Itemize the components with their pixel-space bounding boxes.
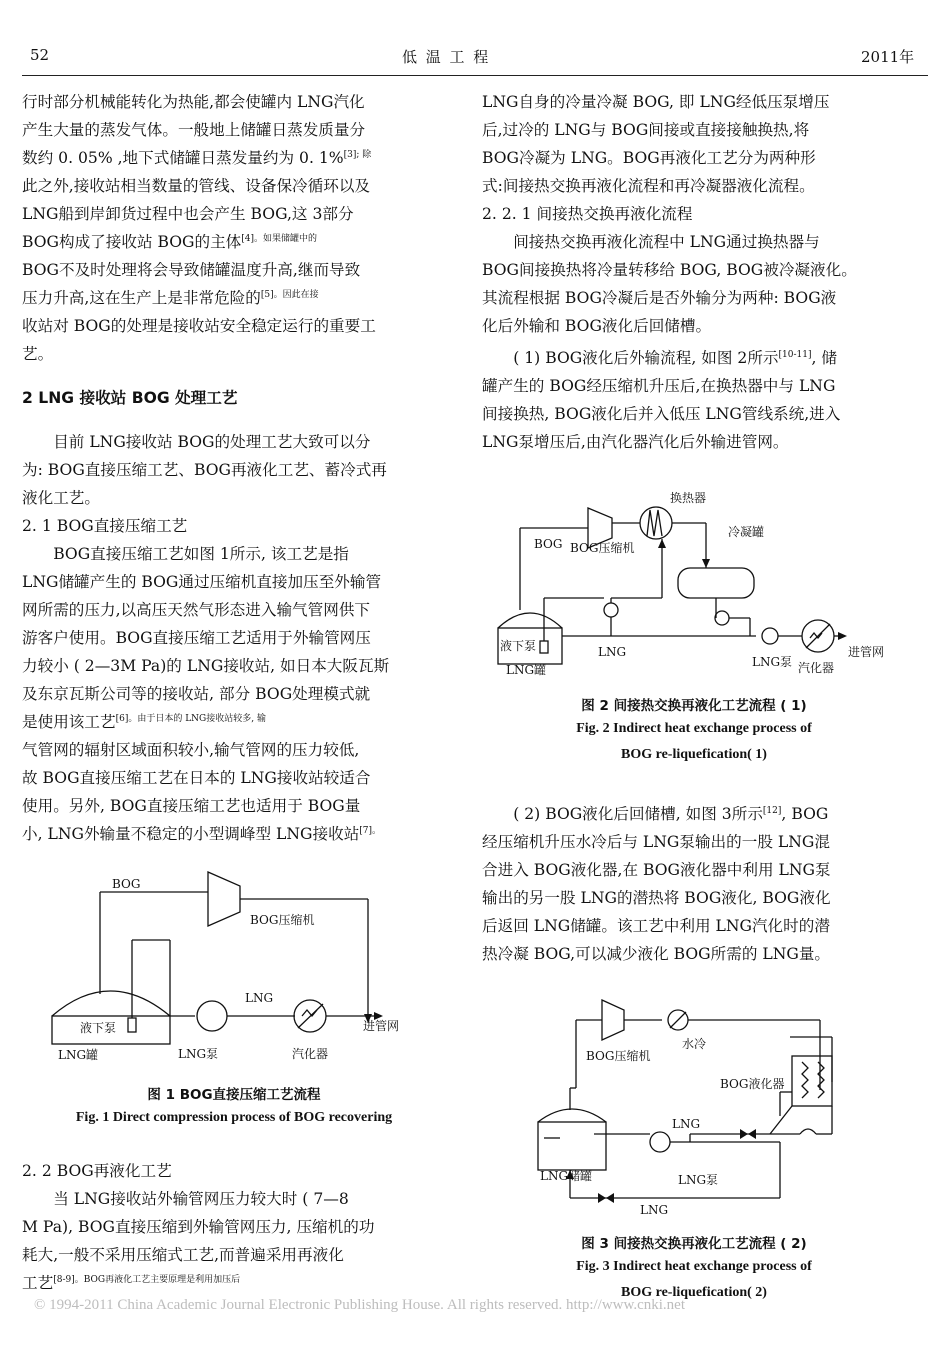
fig2-tank-label: LNG罐 — [506, 663, 547, 677]
compressor-icon — [208, 872, 240, 926]
fig2-pump-in-tank-label: 液下泵 — [500, 639, 537, 653]
figure-1-diagram — [40, 866, 430, 1070]
citation: [3]; 除 — [343, 149, 372, 160]
fig2-vaporizer-label: 汽化器 — [798, 661, 835, 675]
fig1-pump-label: LNG泵 — [178, 1047, 219, 1061]
fig1-lng-label: LNG — [245, 991, 274, 1005]
fig2-bog-label: BOG — [534, 537, 563, 551]
fig3-liquefier-label: BOG液化器 — [720, 1077, 785, 1091]
subsection-heading: 2. 2. 1 间接热交换再液化流程 — [482, 205, 693, 223]
figure-3-caption-en-1: Fig. 3 Indirect heat exchange process of — [576, 1259, 812, 1274]
citation: [5]。因此在接 — [260, 289, 319, 300]
citation: [6]。由于日本的 LNG接收站较多, 输 — [115, 713, 266, 724]
paragraph: 为: BOG直接压缩工艺、BOG再液化工艺、蓄冷式再 液化工艺。 — [22, 461, 387, 507]
tank-dome — [52, 991, 170, 1016]
paragraph: BOG直接压缩工艺如图 1所示, 该工艺是指 — [53, 545, 349, 563]
fig2-compressor-label: BOG压缩机 — [570, 541, 635, 555]
page-number: 52 — [30, 46, 50, 64]
citation: [12] — [762, 805, 782, 816]
header-rule — [22, 75, 928, 76]
fig3-compressor-label: BOG压缩机 — [586, 1049, 651, 1063]
lng-pump-icon — [762, 628, 778, 644]
paragraph: 行时部分机械能转化为热能,都会使罐内 LNG汽化 产生大量的蒸发气体。一般地上储罐日蒸发质量分 数约 0. 05% ,地下式储罐日蒸发量约为 0. 1%$^{[3]; 除}$ 此之外,接收站相当数量的管线、设备保冷循环以及 LNG船到岸卸货过程中也会产生 BOG,这 3部分 BOG构成了接收站 BOG的主体$^{[4]。如果储罐中的}$ BOG不及时处理将会导致储罐温度升高,继而导致 压力升高,这在生产上是非常危险的$^{[5]。因此在接}$ 收站对 BOG的处理是接收站安全稳定运行的重要工 艺。 — [22, 93, 376, 363]
figure-2-caption-en-2: BOG re-liquefication( 1) — [621, 747, 767, 762]
paragraph: 间接热交换再液化流程中 LNG通过换热器与 — [513, 233, 820, 251]
figure-1-caption-cn: 图 1 BOG直接压缩工艺流程 — [147, 1087, 321, 1103]
lng-pump-icon — [197, 1001, 227, 1031]
figure-1-caption-en: Fig. 1 Direct compression process of BOG recovering — [75, 1110, 393, 1125]
citation: [10-11] — [778, 349, 812, 360]
left-column-bottom — [22, 1157, 446, 1297]
fig3-tank-label: LNG储罐 — [540, 1169, 593, 1183]
fig2-to-grid-label: 进管网 — [848, 645, 885, 659]
fig3-lng-lower-label: LNG — [640, 1203, 669, 1217]
paragraph: M Pa), BOG直接压缩到外输管网压力, 压缩机的功 耗大,一般不采用压缩式工艺,而普遍采用再液化 工艺$^{[8-9]。BOG再液化工艺主要原理是利用加压后}$ — [22, 1218, 375, 1292]
paragraph: ( 2) BOG液化后回储槽, 如图 3所示[12], BOG — [513, 805, 829, 823]
figure-2-caption-cn: 图 2 间接热交换再液化工艺流程 ( 1) — [581, 698, 807, 714]
citation: [7]。 — [359, 825, 382, 836]
paragraph: 经压缩机升压水冷后与 LNG泵输出的一股 LNG混 合进入 BOG液化器,在 BOG液化器中利用 LNG泵 输出的另一股 LNG的潜热将 BOG液化, BOG液化 后返回 LNG储罐。该工艺中利用 LNG汽化时的潜 热冷凝 BOG,可以减少液化 BOG所需的 LNG量。 — [482, 833, 831, 963]
fig1-to-grid-label: 进管网 — [363, 1019, 400, 1033]
subsection-heading: 2. 1 BOG直接压缩工艺 — [22, 517, 188, 535]
fig1-bog-label: BOG — [112, 877, 141, 891]
copyright-footer: © 1994-2011 China Academic Journal Electronic Publishing House. All rights reserved. http://www.cnki.net — [34, 1297, 686, 1313]
fig1-vaporizer-label: 汽化器 — [292, 1047, 329, 1061]
section-heading: 2 LNG 接收站 BOG 处理工艺 — [22, 389, 238, 407]
fig2-pump-label: LNG泵 — [752, 655, 793, 669]
journal-title: 低 温 工 程 — [402, 48, 491, 66]
figure-3-caption-cn: 图 3 间接热交换再液化工艺流程 ( 2) — [581, 1236, 807, 1252]
condenser-tank — [678, 568, 754, 598]
paragraph: ( 1) BOG液化后外输流程, 如图 2所示[10-11], 储 — [513, 349, 837, 367]
lng-pump-icon — [650, 1132, 670, 1152]
tank-dome — [498, 613, 562, 628]
fig1-compressor-label: BOG压缩机 — [250, 913, 315, 927]
fig2-lng-label: LNG — [598, 645, 627, 659]
citation: [4]。如果储罐中的 — [241, 233, 318, 244]
issue-year: 2011年 — [861, 48, 915, 66]
paragraph: LNG自身的冷量冷凝 BOG, 即 LNG经低压泵增压 后,过冷的 LNG与 BOG间接或直接接触换热,将 BOG冷凝为 LNG。BOG再液化工艺分为两种形 式:间接热交换再液化流程和再冷凝器液化流程。 — [482, 93, 830, 195]
left-column — [22, 88, 446, 848]
fig1-pump-in-tank-label: 液下泵 — [80, 1021, 117, 1035]
fig2-exchanger-label: 换热器 — [670, 491, 707, 505]
fig2-condenser-label: 冷凝罐 — [728, 525, 765, 539]
fig3-pump-label: LNG泵 — [678, 1173, 719, 1187]
paragraph: 目前 LNG接收站 BOG的处理工艺大致可以分 — [53, 433, 371, 451]
figure-2-caption-en-1: Fig. 2 Indirect heat exchange process of — [576, 721, 812, 736]
right-column-bottom — [482, 800, 906, 968]
paragraph: 罐产生的 BOG经压缩机升压后,在换热器中与 LNG 间接换热, BOG液化后并入低压 LNG管线系统,进入 LNG泵增压后,由汽化器汽化后外输进管网。 — [482, 377, 841, 451]
bog-liquefier — [792, 1056, 832, 1106]
compressor-icon — [602, 1000, 624, 1040]
figure-3-diagram — [530, 992, 850, 1218]
paragraph: BOG间接换热将冷量转移给 BOG, BOG被冷凝液化。 其流程根据 BOG冷凝后是否外输分为两种: BOG液 化后外输和 BOG液化后回储槽。 — [482, 261, 857, 335]
figure-3-caption-en-2: BOG re-liquefication( 2) — [621, 1285, 767, 1300]
paragraph: LNG储罐产生的 BOG通过压缩机直接加压至外输管 网所需的压力,以高压天然气形态进入输气管网供下 游客户使用。BOG直接压缩工艺适用于外输管网压 力较小 ( 2—3M Pa)的 LNG接收站, 如日本大阪瓦斯 及东京瓦斯公司等的接收站, 部分 BOG处理模式就 是使用该工艺$^{[6]。由于日本的 LNG接收站较多, 输}$ 气管网的辐射区域面积较小,输气管网的压力较低, 故 BOG直接压缩工艺在日本的 LNG接收站较适合 使用。另外, BOG直接压缩工艺也适用于 BOG量 小, LNG外输量不稳定的小型调峰型 LNG接收站$^{[7]。}$ — [22, 573, 390, 843]
paragraph: 当 LNG接收站外输管网压力较大时 ( 7—8 — [53, 1190, 349, 1208]
fig3-water-cooling-label: 水冷 — [682, 1037, 707, 1051]
right-column — [482, 88, 906, 456]
fig3-lng-upper-label: LNG — [672, 1117, 701, 1131]
tank-dome — [538, 1109, 606, 1122]
citation: [8-9]。BOG再液化工艺主要原理是利用加压后 — [53, 1274, 241, 1285]
figure-2-diagram — [492, 488, 902, 680]
subsection-heading: 2. 2 BOG再液化工艺 — [22, 1162, 172, 1180]
fig1-tank-label: LNG罐 — [58, 1048, 99, 1062]
lng-tank — [538, 1122, 606, 1170]
